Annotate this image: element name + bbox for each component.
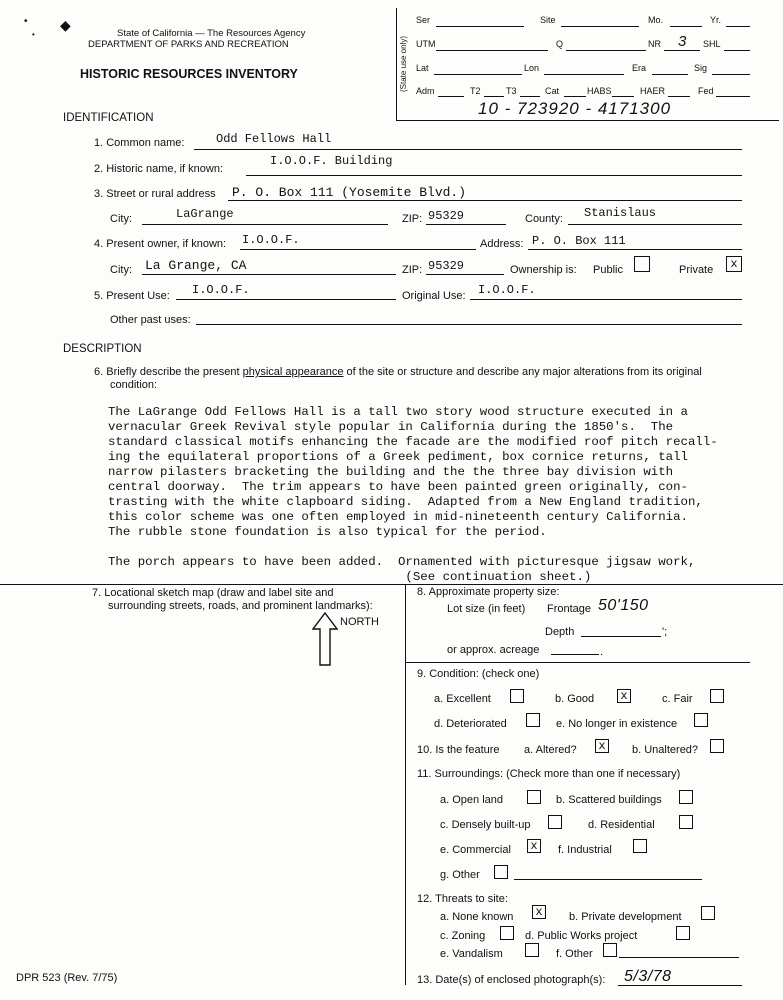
description-text: The LaGrange Odd Fellows Hall is a tall two story wood structure executed in a vernacular Greek Revival style popular in California during the 1850's. The standard classical motifs enhancing the facade are the modified roof pitch recall- ing the equilateral proportions of a Greek pediment, box cornice returns, tall narrow pilasters bracketing the building and the the three bay division with central doorway. The trim appears to have been painted green originally, con- trasting with the white clapboard siding. Adapted from a New England tradition, this color scheme was one often employed in mid-nineteenth century California. The rubble stone foundation is also typical for the period. The porch appears to have been added. Ornamented with picturesque jigsaw work, (See continuation sheet.) (108, 405, 718, 584)
photo-date-value[interactable]: 5/3/78 (624, 968, 672, 985)
form-number: DPR 523 (Rev. 7/75) (16, 972, 118, 984)
condition-deteriorated-label: d. Deteriorated (434, 718, 507, 730)
historic-name-label: 2. Historic name, if known: (94, 163, 223, 175)
public-checkbox[interactable] (634, 256, 650, 272)
description-heading: DESCRIPTION (63, 343, 142, 355)
agency-name: State of California — The Resources Agency (117, 28, 306, 39)
street-address-label: 3. Street or rural address (94, 188, 216, 200)
original-use-label: Original Use: (402, 290, 466, 302)
original-use-value[interactable]: I.O.O.F. (478, 283, 536, 297)
surroundings-other-field[interactable] (514, 879, 702, 880)
surroundings-residential-checkbox[interactable] (679, 815, 693, 829)
owner-address-line (528, 249, 742, 250)
utm-label: UTM (416, 39, 436, 49)
feature-altered-checkbox[interactable]: x (595, 739, 609, 753)
north-label: NORTH (340, 616, 379, 628)
owner-zip-label: ZIP: (402, 264, 423, 276)
habs-field[interactable] (612, 96, 634, 97)
depth-field[interactable] (581, 636, 661, 637)
lat-field[interactable] (434, 74, 522, 75)
sig-label: Sig (694, 63, 708, 73)
street-address-value[interactable]: P. O. Box 111 (Yosemite Blvd.) (232, 185, 467, 200)
owner-city-line (142, 274, 396, 275)
adm-field[interactable] (438, 96, 464, 97)
sketch-map-area[interactable] (0, 584, 406, 985)
haer-field[interactable] (668, 96, 690, 97)
shl-label: SHL (703, 39, 721, 49)
zip-line (426, 224, 506, 225)
yr-field[interactable] (726, 26, 750, 27)
condition-no-longer-checkbox[interactable] (694, 713, 708, 727)
threats-none-known-checkbox[interactable]: x (532, 905, 546, 919)
lon-label: Lon (524, 63, 540, 73)
department-name: DEPARTMENT OF PARKS AND RECREATION (88, 39, 289, 50)
nr-field[interactable] (664, 50, 700, 51)
historic-name-value[interactable]: I.O.O.F. Building (270, 154, 393, 168)
owner-line (240, 249, 476, 250)
habs-label: HABS (587, 86, 612, 96)
county-line (568, 224, 742, 225)
condition-excellent-label: a. Excellent (434, 693, 491, 705)
county-value[interactable]: Stanislaus (584, 206, 657, 220)
stray-mark: • (32, 30, 35, 39)
common-name-label: 1. Common name: (94, 137, 185, 149)
lot-size-label: Lot size (in feet) (447, 603, 526, 615)
ownership-label: Ownership is: (510, 264, 577, 276)
adm-label: Adm (416, 86, 435, 96)
north-arrow-icon (312, 612, 338, 666)
property-divider (405, 584, 783, 585)
era-field[interactable] (652, 74, 688, 75)
q9-divider (405, 662, 750, 663)
condition-good-checkbox[interactable]: x (617, 689, 631, 703)
feature-unaltered-checkbox[interactable] (710, 739, 724, 753)
fed-field[interactable] (716, 96, 750, 97)
sig-field[interactable] (712, 74, 750, 75)
surroundings-other-label: g. Other (440, 869, 480, 881)
stray-mark: • (24, 16, 28, 27)
threats-label: 12. Threats to site: (417, 893, 508, 905)
condition-excellent-checkbox[interactable] (510, 689, 524, 703)
threats-public-works-checkbox[interactable] (676, 926, 690, 940)
q-field[interactable] (566, 50, 646, 51)
city-label: City: (110, 213, 132, 225)
q6-prompt-underlined: physical appearance (242, 366, 344, 378)
common-name-line (194, 149, 742, 150)
q6-prompt-pre: 6. Briefly describe the present (94, 366, 243, 378)
nr-value: 3 (678, 33, 687, 50)
surroundings-industrial-label: f. Industrial (558, 844, 612, 856)
present-use-label: 5. Present Use: (94, 290, 170, 302)
cat-field[interactable] (564, 96, 586, 97)
q6-prompt-post: of the site or structure and describe any major alterations from its original (343, 366, 702, 378)
owner-zip-line (426, 274, 504, 275)
threats-public-works-label: d. Public Works project (525, 930, 638, 942)
q6-prompt-line2: condition: (110, 379, 158, 391)
site-label: Site (540, 15, 556, 25)
q-label: Q (556, 39, 564, 49)
q6-prompt-line1 (94, 366, 702, 378)
form-title: HISTORIC RESOURCES INVENTORY (80, 67, 298, 81)
site-field[interactable] (561, 26, 639, 27)
haer-label: HAER (640, 86, 666, 96)
threats-other-checkbox[interactable] (603, 943, 617, 957)
frontage-value[interactable]: 50'150 (598, 597, 649, 614)
acreage-label: or approx. acreage (447, 644, 540, 656)
condition-fair-label: c. Fair (662, 693, 693, 705)
depth-tail: '; (662, 626, 668, 638)
stray-mark: ◆ (60, 17, 71, 33)
era-label: Era (632, 63, 647, 73)
owner-address-value[interactable]: P. O. Box 111 (532, 234, 626, 248)
owner-zip-value[interactable]: 95329 (428, 259, 465, 273)
private-label: Private (679, 264, 714, 276)
surroundings-scattered-label: b. Scattered buildings (556, 794, 662, 806)
condition-deteriorated-checkbox[interactable] (526, 713, 540, 727)
owner-value[interactable]: I.O.O.F. (242, 233, 300, 247)
utm-field[interactable] (436, 50, 548, 51)
condition-fair-checkbox[interactable] (710, 689, 724, 703)
threats-none-known-label: a. None known (440, 911, 514, 923)
condition-good-label: b. Good (555, 693, 595, 705)
photo-date-label: 13. Date(s) of enclosed photograph(s): (417, 974, 606, 986)
other-past-uses-line[interactable] (196, 324, 742, 325)
historic-name-line (246, 175, 742, 176)
threats-zoning-label: c. Zoning (440, 930, 486, 942)
lon-field[interactable] (544, 74, 624, 75)
zip-value[interactable]: 95329 (428, 209, 465, 223)
owner-label: 4. Present owner, if known: (94, 238, 227, 250)
t2-label: T2 (470, 86, 481, 96)
surroundings-other-checkbox[interactable] (494, 865, 508, 879)
acreage-field[interactable] (551, 654, 599, 655)
threats-private-dev-checkbox[interactable] (701, 906, 715, 920)
nr-label: NR (648, 39, 661, 49)
surroundings-open-land-label: a. Open land (440, 794, 503, 806)
owner-city-label: City: (110, 264, 132, 276)
surroundings-open-land-checkbox[interactable] (527, 790, 541, 804)
surroundings-residential-label: d. Residential (588, 819, 655, 831)
threats-other-label: f. Other (556, 948, 593, 960)
city-value[interactable]: LaGrange (176, 207, 234, 221)
state-use-label: (State use only) (399, 35, 408, 92)
fed-label: Fed (698, 86, 714, 96)
threats-zoning-checkbox[interactable] (500, 926, 514, 940)
feature-label: 10. Is the feature (417, 744, 500, 756)
t3-label: T3 (506, 86, 517, 96)
zip-label: ZIP: (402, 213, 423, 225)
t3-field[interactable] (520, 96, 540, 97)
public-label: Public (593, 264, 623, 276)
condition-label: 9. Condition: (check one) (417, 668, 540, 680)
surroundings-commercial-checkbox[interactable]: x (527, 839, 541, 853)
surroundings-industrial-checkbox[interactable] (633, 839, 647, 853)
sketch-label-line2: surrounding streets, roads, and prominent landmarks): (108, 600, 373, 612)
county-label: County: (525, 213, 563, 225)
owner-city-value[interactable]: La Grange, CA (145, 258, 247, 273)
private-checkbox[interactable]: x (726, 256, 742, 272)
surroundings-commercial-label: e. Commercial (440, 844, 511, 856)
surroundings-scattered-checkbox[interactable] (679, 790, 693, 804)
ser-label: Ser (416, 15, 431, 25)
frontage-label: Frontage (547, 603, 592, 615)
state-code: 10 - 723920 - 4171300 (478, 99, 672, 118)
acreage-period: . (600, 646, 604, 658)
ser-field[interactable] (436, 26, 524, 27)
surroundings-dense-checkbox[interactable] (548, 815, 562, 829)
condition-no-longer-label: e. No longer in existence (556, 718, 678, 730)
identification-heading: IDENTIFICATION (63, 112, 154, 124)
depth-label: Depth (545, 626, 575, 638)
original-use-line (470, 299, 742, 300)
threats-vandalism-checkbox[interactable] (525, 943, 539, 957)
common-name-value[interactable]: Odd Fellows Hall (216, 132, 332, 146)
mo-field[interactable] (670, 26, 702, 27)
surroundings-label: 11. Surroundings: (Check more than one if necessary) (417, 768, 681, 780)
t2-field[interactable] (484, 96, 504, 97)
owner-address-label: Address: (480, 238, 524, 250)
other-past-uses-label: Other past uses: (110, 314, 191, 326)
street-address-line (228, 200, 742, 201)
threats-vandalism-label: e. Vandalism (440, 948, 503, 960)
yr-label: Yr. (710, 15, 722, 25)
lat-label: Lat (416, 63, 429, 73)
present-use-line (176, 299, 396, 300)
city-line (142, 224, 388, 225)
mo-label: Mo. (648, 15, 664, 25)
present-use-value[interactable]: I.O.O.F. (192, 283, 250, 297)
cat-label: Cat (545, 86, 560, 96)
surroundings-dense-label: c. Densely built-up (440, 819, 531, 831)
threats-other-field[interactable] (619, 957, 739, 958)
sketch-label-line1: 7. Locational sketch map (draw and label site and (92, 587, 334, 599)
feature-unaltered-label: b. Unaltered? (632, 744, 699, 756)
property-size-label: 8. Approximate property size: (417, 586, 560, 598)
threats-private-dev-label: b. Private development (569, 911, 682, 923)
feature-altered-label: a. Altered? (524, 744, 577, 756)
shl-field[interactable] (724, 50, 750, 51)
